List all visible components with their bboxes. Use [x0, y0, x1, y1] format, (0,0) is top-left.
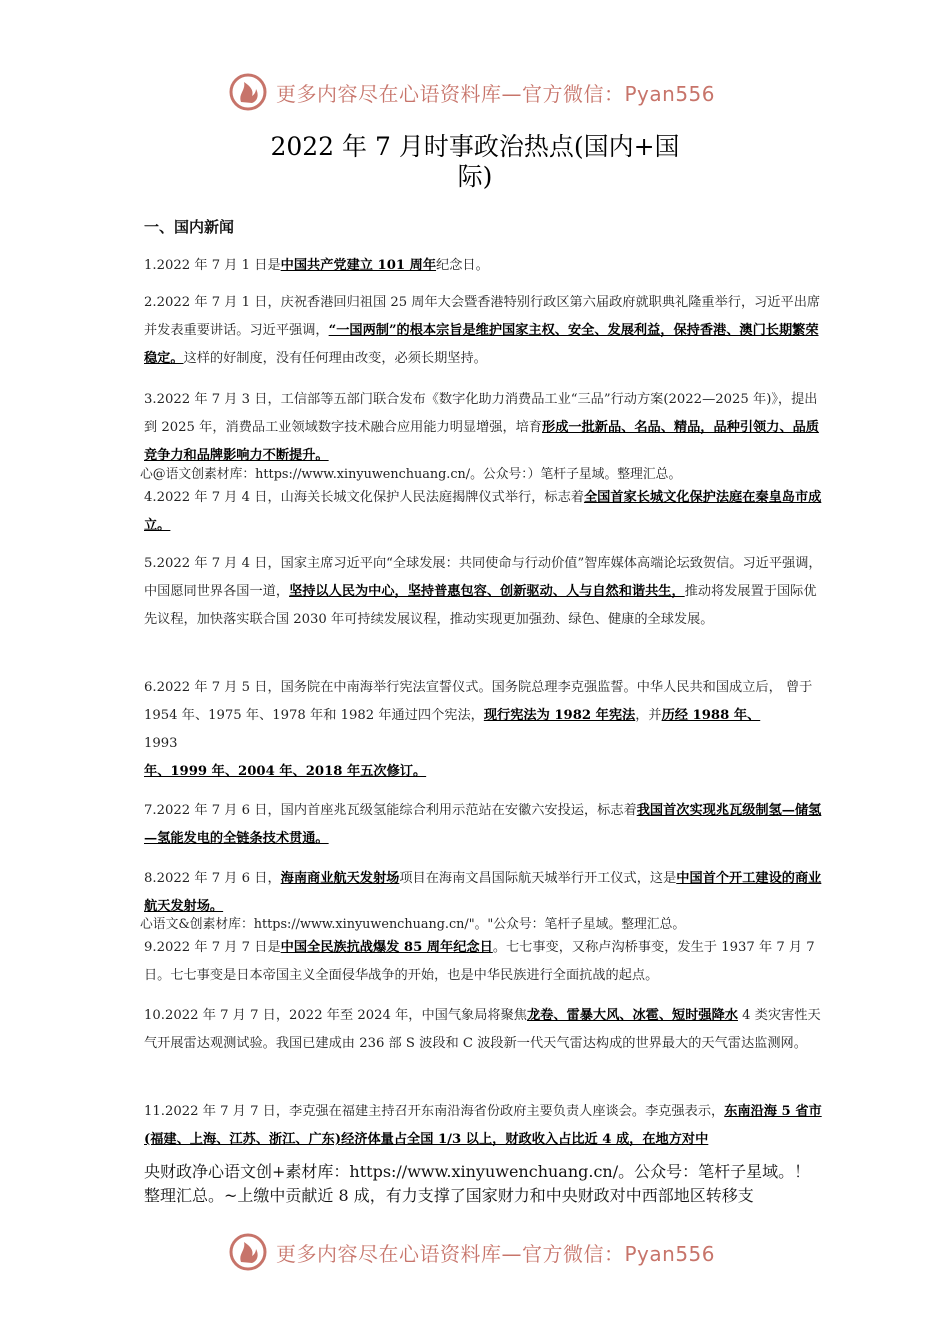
flame-logo-icon: [228, 1232, 268, 1272]
news-item-8: 8.2022 年 7 月 6 日，海南商业航天发射场项目在海南文昌国际航天城举行开工仪式，这是中国首个开工建设的商业航天发射场。: [144, 871, 822, 914]
news-item-10: 10.2022 年 7 月 7 日，2022 年至 2024 年，中国气象局将聚焦龙卷、雷暴大风、冰雹、短时强降水 4 类灾害性天气开展雷达观测试验。我国已建成由 236 部 S 波段和 C 波段新一代天气雷达构成的世界最大的天气雷达监测网。: [144, 1008, 821, 1051]
watermark-note-1: 心@语文创素材库：https://www.xinyuwenchuang.cn/。公众号：）笔杆子星域。整理汇总。: [140, 467, 682, 482]
news-item-6: 6.2022 年 7 月 5 日，国务院在中南海举行宪法宣誓仪式。国务院总理李克强监誓。中华人民共和国成立后， 曾于 1954 年、1975 年、1978 年和 1982 年通过四个宪法，现行宪法为 1982 年宪法，并历经 1988 年、 1993 年、1999 年、2004 年、2018 年五次修订。: [144, 680, 813, 779]
news-item-3: 3.2022 年 7 月 3 日，工信部等五部门联合发布《数字化助力消费品工业“三品”行动方案(2022—2025 年)》，提出到 2025 年，消费品工业领域数字技术融合应用能力明显增强，培育形成一批新品、名品、精品，品种引领力、品质竞争力和品牌影响力不断提升。: [144, 392, 819, 463]
news-item-2: 2.2022 年 7 月 1 日，庆祝香港回归祖国 25 周年大会暨香港特别行政区第六届政府就职典礼隆重举行，习近平出席并发表重要讲话。习近平强调，“一国两制”的根本宗旨是维护国家主权、安全、发展利益，保持香港、澳门长期繁荣稳定。这样的好制度，没有任何理由改变，必须长期坚持。: [144, 295, 821, 366]
header-banner: [228, 70, 748, 114]
news-item-7: 7.2022 年 7 月 6 日，国内首座兆瓦级氢能综合利用示范站在安徽六安投运，标志着我国首次实现兆瓦级制氢—储氢—氢能发电的全链条技术贯通。: [144, 803, 822, 846]
title-line-1: 2022 年 7 月时事政治热点(国内+国: [270, 132, 680, 161]
tail-line-1: 央财政净心语文创+素材库：https://www.xinyuwenchuang.cn/。公众号：笔杆子星域。！: [144, 1162, 811, 1181]
section-heading: 一、国内新闻: [144, 218, 235, 236]
news-item-5: 5.2022 年 7 月 4 日，国家主席习近平向“全球发展：共同使命与行动价值”智库媒体高端论坛致贺信。习近平强调，中国愿同世界各国一道，坚持以人民为中心，坚持普惠包容、创新驱动、人与自然和谐共生，推动将发展置于国际优先议程，加快落实联合国 2030 年可持续发展议程，推动实现更加强劲、绿色、健康的全球发展。: [144, 556, 822, 627]
title-line-2: 际): [457, 162, 493, 191]
news-item-9: 9.2022 年 7 月 7 日是中国全民族抗战爆发 85 周年纪念日。七七事变，又称卢沟桥事变，发生于 1937 年 7 月 7 日。七七事变是日本帝国主义全面侵华战争的开始，也是中华民族进行全面抗战的起点。: [144, 940, 815, 983]
news-item-1: 1.2022 年 7 月 1 日是中国共产党建立 101 周年纪念日。: [144, 258, 489, 273]
banner-text: 更多内容尽在心语资料库—官方微信：Pyan556: [276, 1241, 716, 1266]
page-title: [0, 132, 950, 192]
watermark-note-2: 心语文&创素材库：https://www.xinyuwenchuang.cn/"。"公众号：笔杆子星域。整理汇总。: [140, 917, 686, 932]
flame-logo-icon: [228, 72, 268, 112]
banner-text: 更多内容尽在心语资料库—官方微信：Pyan556: [276, 81, 716, 106]
news-item-4: 4.2022 年 7 月 4 日，山海关长城文化保护人民法庭揭牌仪式举行，标志着全国首家长城文化保护法庭在秦皇岛市成立。: [144, 490, 822, 533]
tail-line-2: 整理汇总。~上缴中贡献近 8 成，有力支撑了国家财力和中央财政对中西部地区转移支: [144, 1186, 754, 1205]
news-item-11: 11.2022 年 7 月 7 日，李克强在福建主持召开东南沿海省份政府主要负责人座谈会。李克强表示，东南沿海 5 省市(福建、上海、江苏、浙江、广东)经济体量占全国 1/3 以上，财政收入占比近 4 成，在地方对中: [144, 1104, 822, 1147]
footer-banner: [228, 1230, 748, 1274]
